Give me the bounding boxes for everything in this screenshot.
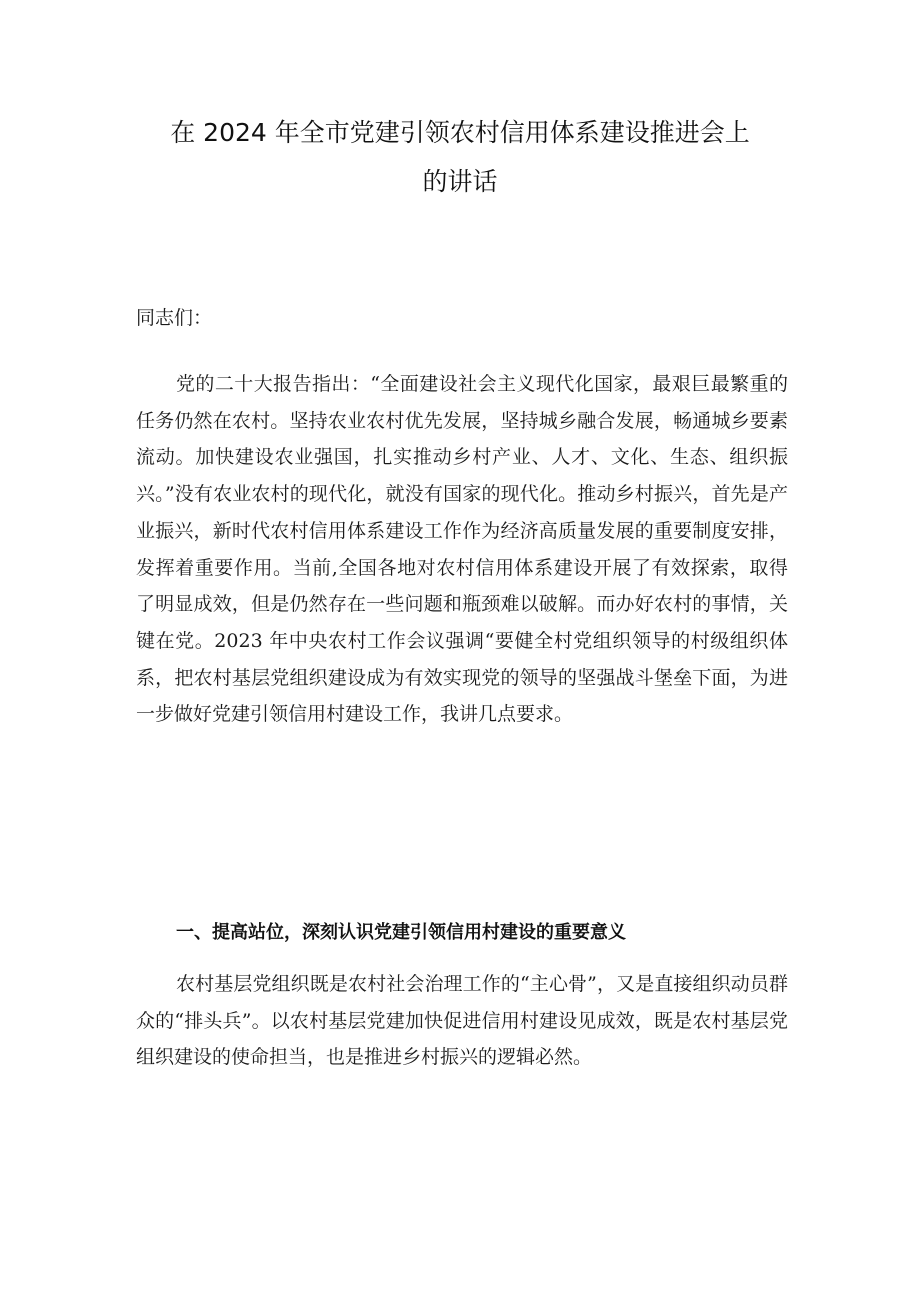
paragraph-2: 农村基层党组织既是农村社会治理工作的“主心骨”，又是直接组织动员群众的“排头兵”。以农村基层党建加快促进信用村建设见成效，既是农村基层党组织建设的使命担当，也是推进乡村振兴的逻辑必然。 bbox=[136, 973, 788, 1069]
document-title-line-2: 的讲话 bbox=[422, 167, 498, 196]
document-title-line-1: 在 2024 年全市党建引领农村信用体系建设推进会上 bbox=[170, 118, 750, 147]
document-title bbox=[150, 108, 770, 206]
paragraph-1: 党的二十大报告指出：“全面建设社会主义现代化国家，最艰巨最繁重的任务仍然在农村。坚持农业农村优先发展，坚持城乡融合发展，畅通城乡要素流动。加快建设农业强国，扎实推动乡村产业、人才、文化、生态、组织振兴。”没有农业农村的现代化，就没有国家的现代化。推动乡村振兴，首先是产业振兴，新时代农村信用体系建设工作作为经济高质量发展的重要制度安排，发挥着重要作用。当前,全国各地对农村信用体系建设开展了有效探索，取得了明显成效，但是仍然存在一些问题和瓶颈难以破解。而办好农村的事情，关键在党。2023 年中央农村工作会议强调“要健全村党组织领导的村级组织体系，把农村基层党组织建设成为有效实现党的领导的坚强战斗堡垒下面，为进一步做好党建引领信用村建设工作，我讲几点要求。 bbox=[136, 373, 788, 726]
salutation: 同志们： bbox=[136, 307, 213, 329]
section-heading: 一、提高站位，深刻认识党建引领信用村建设的重要意义 bbox=[176, 922, 626, 943]
